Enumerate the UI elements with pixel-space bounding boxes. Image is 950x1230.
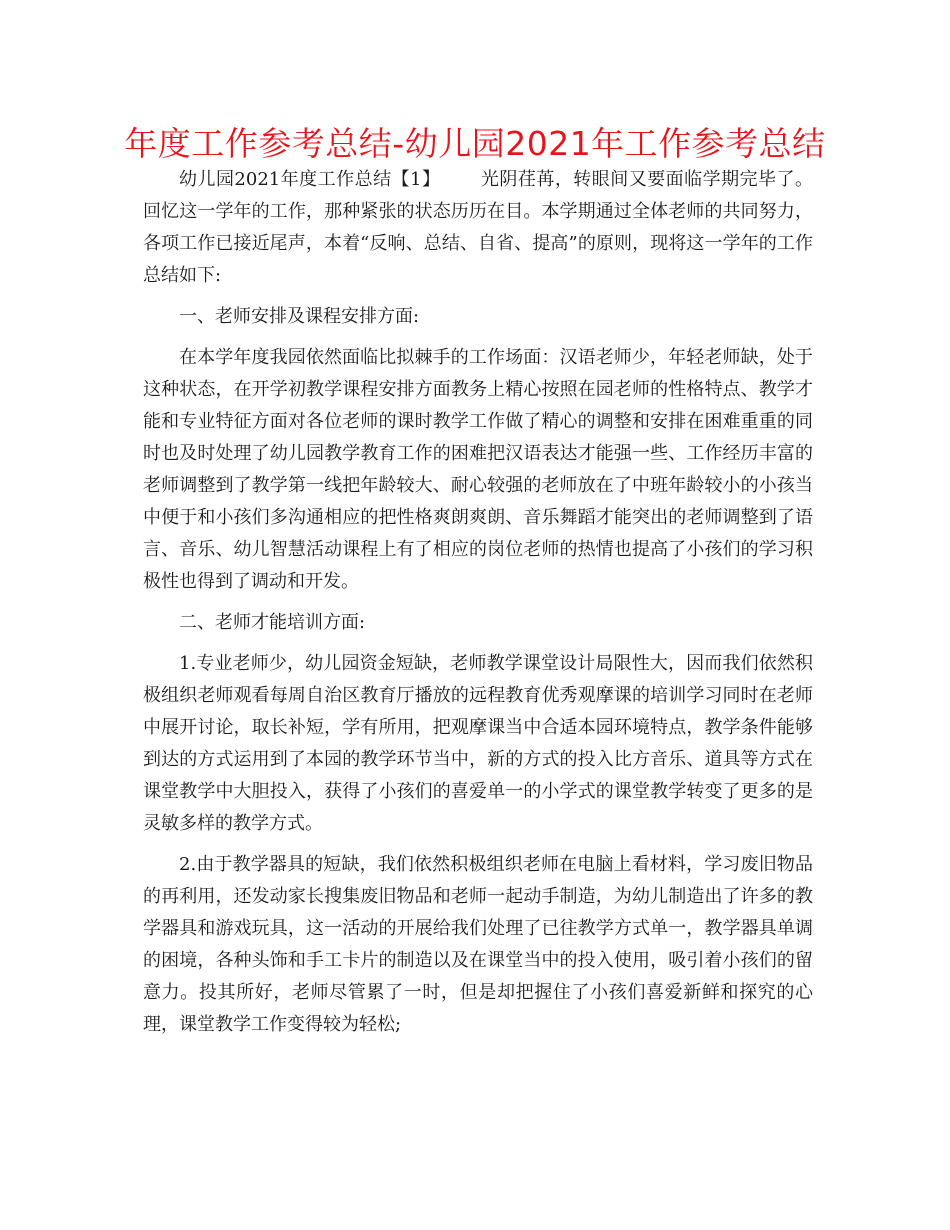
- document-body: [143, 164, 813, 1050]
- section1-heading: 一、老师安排及课程安排方面:: [179, 306, 420, 327]
- item2-paragraph: 2.由于教学器具的短缺，我们依然积极组织老师在电脑上看材料，学习废旧物品的再利用，还发动家长搜集废旧物品和老师一起动手制造，为幼儿制造出了许多的教学器具和游戏玩具，这一活动的开展给我们处理了已往教学方式单一，教学器具单调的困境，各种头饰和手工卡片的制造以及在课堂当中的投入使用，吸引着小孩们的留意力。投其所好，老师尽管累了一时，但是却把握住了小孩们喜爱新鲜和探究的心理，课堂教学工作变得较为轻松;: [143, 854, 813, 1035]
- intro-heading: 幼儿园2021年度工作总结【1】: [179, 169, 441, 190]
- section1-paragraph: 在本学年度我园依然面临比拟棘手的工作场面：汉语老师少，年轻老师缺，处于这种状态，在开学初教学课程安排方面教务上精心按照在园老师的性格特点、教学才能和专业特征方面对各位老师的课时教学工作做了精心的调整和安排在困难重重的同时也及时处理了幼儿园教学教育工作的困难把汉语表达才能强一些、工作经历丰富的老师调整到了教学第一线把年龄较大、耐心较强的老师放在了中班年龄较小的小孩当中便于和小孩们多沟通相应的把性格爽朗爽朗、音乐舞蹈才能突出的老师调整到了语言、音乐、幼儿智慧活动课程上有了相应的岗位老师的热情也提高了小孩们的学习积极性也得到了调动和开发。: [143, 347, 813, 592]
- document-title: 年度工作参考总结-幼儿园2021年工作参考总结: [124, 124, 826, 163]
- section2-heading: 二、老师才能培训方面:: [179, 612, 366, 633]
- intro-text: 光阴荏苒，转眼间又要面临学期完毕了。回忆这一学年的工作，那种紧张的状态历历在目。本学期通过全体老师的共同努力，各项工作已接近尾声，本着“反响、总结、自省、提高”的原则，现将这一学年的工作总结如下:: [143, 169, 814, 286]
- item1-paragraph: 1.专业老师少，幼儿园资金短缺，老师教学课堂设计局限性大，因而我们依然积极组织老师观看每周自治区教育厅播放的远程教育优秀观摩课的培训学习同时在老师中展开讨论，取长补短，学有所用，把观摩课当中合适本园环境特点，教学条件能够到达的方式运用到了本园的教学环节当中，新的方式的投入比方音乐、道具等方式在课堂教学中大胆投入，获得了小孩们的喜爱单一的小学式的课堂教学转变了更多的是灵敏多样的教学方式。: [143, 653, 813, 834]
- intro-paragraph: [143, 164, 813, 292]
